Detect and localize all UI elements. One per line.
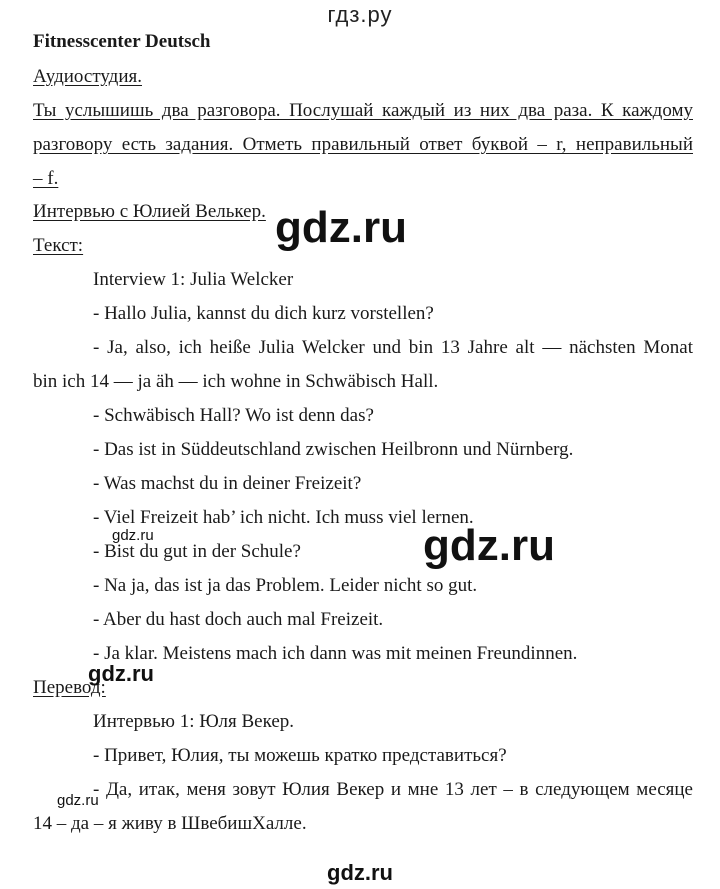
task-line-2: разговору есть задания. Отметь правильный ответ буквой – r, неправильный [33, 134, 693, 155]
german-line: - Viel Freizeit hab’ ich nicht. Ich muss viel lernen. [93, 507, 474, 528]
german-line: - Ja klar. Meistens mach ich dann was mit meinen Freundinnen. [93, 643, 578, 664]
german-line: - Was machst du in deiner Freizeit? [93, 473, 362, 494]
german-line: - Na ja, das ist ja das Problem. Leider nicht so gut. [93, 575, 478, 596]
german-line: - Hallo Julia, kannst du dich kurz vorstellen? [93, 303, 434, 324]
interview-heading: Интервью с Юлией Велькер. [33, 201, 266, 222]
watermark: gdz.ru [57, 792, 99, 809]
german-line: - Das ist in Süddeutschland zwischen Heilbronn und Nürnberg. [93, 439, 574, 460]
task-line-1: Ты услышишь два разговора. Послушай каждый из них два раза. К каждому [33, 100, 693, 121]
german-line: bin ich 14 — ja äh — ich wohne in Schwäbisch Hall. [33, 371, 439, 392]
watermark: gdz.ru [112, 527, 154, 544]
site-header: гдз.ру [327, 2, 393, 27]
footer-watermark: gdz.ru [327, 860, 393, 885]
doc-title: Fitnesscenter Deutsch [33, 31, 211, 52]
german-line: Interview 1: Julia Welcker [93, 269, 294, 290]
watermark: gdz.ru [275, 203, 407, 252]
german-line: - Bist du gut in der Schule? [93, 541, 301, 562]
translation-label: Перевод: [33, 677, 106, 698]
section-heading: Аудиостудия. [33, 66, 142, 87]
german-line: - Ja, also, ich heiße Julia Welcker und bin 13 Jahre alt — nächsten Monat [93, 337, 693, 358]
german-line: - Aber du hast doch auch mal Freizeit. [93, 609, 384, 630]
watermark: gdz.ru [88, 661, 154, 686]
russian-line: - Привет, Юлия, ты можешь кратко представиться? [93, 745, 507, 766]
russian-line: - Да, итак, меня зовут Юлия Векер и мне 13 лет – в следующем месяце [93, 779, 693, 800]
task-line-3: – f. [33, 168, 59, 189]
german-line: - Schwäbisch Hall? Wo ist denn das? [93, 405, 374, 426]
watermark: gdz.ru [423, 521, 555, 570]
text-label: Текст: [33, 235, 84, 256]
russian-line: Интервью 1: Юля Векер. [93, 711, 295, 732]
russian-line: 14 – да – я живу в ШвебишХалле. [33, 813, 307, 834]
